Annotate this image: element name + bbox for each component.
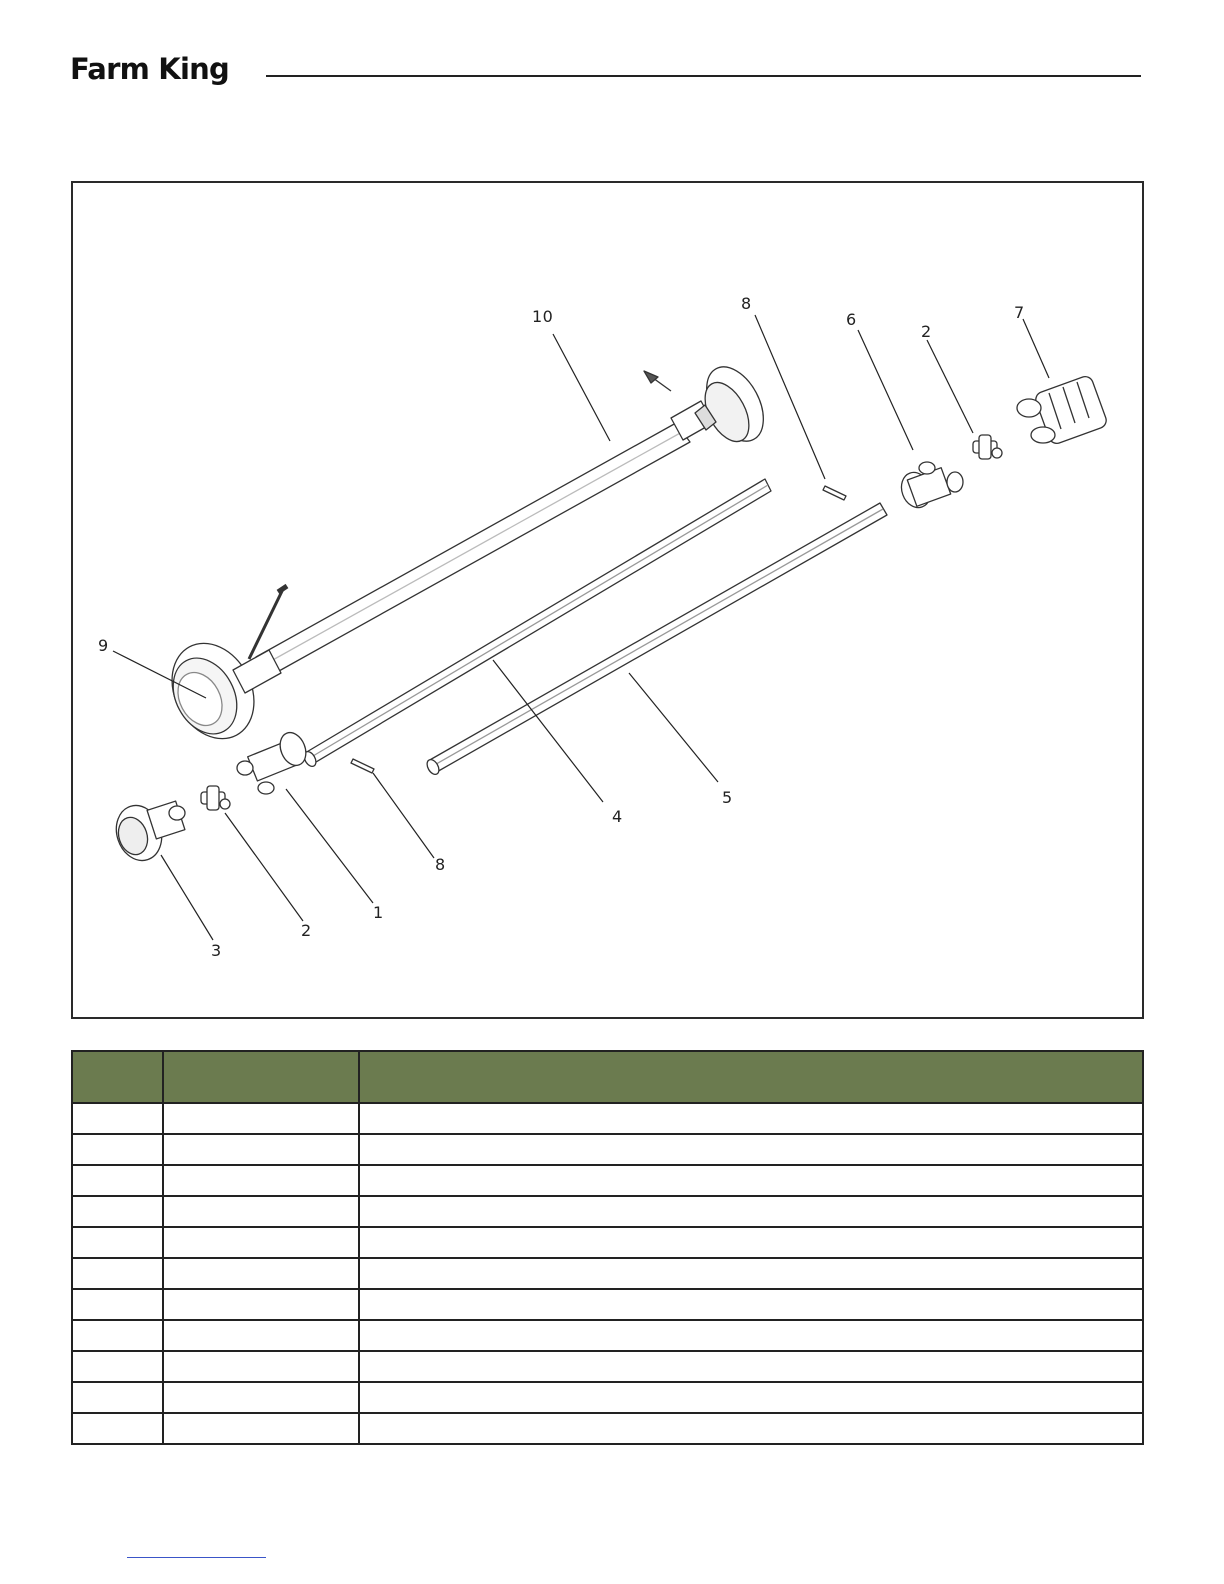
table-cell xyxy=(72,1165,163,1196)
column-header-ref xyxy=(72,1051,163,1103)
table-cell xyxy=(163,1165,359,1196)
table-cell xyxy=(72,1382,163,1413)
table-cell xyxy=(163,1289,359,1320)
callout-2-upper: 2 xyxy=(921,322,932,341)
table-cell xyxy=(163,1413,359,1444)
table-cell xyxy=(72,1134,163,1165)
table-cell xyxy=(72,1227,163,1258)
table-header-row xyxy=(72,1051,1143,1103)
table-row xyxy=(72,1227,1143,1258)
table-cell xyxy=(359,1196,1143,1227)
callout-7: 7 xyxy=(1014,303,1025,322)
table-cell xyxy=(72,1351,163,1382)
part-2-cross-upper xyxy=(973,435,1002,459)
column-header-description xyxy=(359,1051,1143,1103)
table-row xyxy=(72,1196,1143,1227)
callout-1: 1 xyxy=(373,903,384,922)
table-row xyxy=(72,1413,1143,1444)
callout-9: 9 xyxy=(98,636,109,655)
part-7-clutch-yoke xyxy=(1017,374,1108,445)
callout-3: 3 xyxy=(211,941,222,960)
table-cell xyxy=(163,1227,359,1258)
table-cell xyxy=(359,1320,1143,1351)
header-rule xyxy=(266,75,1141,77)
table-row xyxy=(72,1320,1143,1351)
table-row xyxy=(72,1351,1143,1382)
table-cell xyxy=(72,1289,163,1320)
table-row xyxy=(72,1134,1143,1165)
table-cell xyxy=(359,1289,1143,1320)
table-cell xyxy=(359,1103,1143,1134)
table-cell xyxy=(163,1382,359,1413)
table-cell xyxy=(359,1227,1143,1258)
table-cell xyxy=(163,1196,359,1227)
table-cell xyxy=(163,1103,359,1134)
callout-5: 5 xyxy=(722,788,733,807)
table-cell xyxy=(163,1134,359,1165)
exploded-diagram xyxy=(71,181,1144,1019)
footer-link[interactable] xyxy=(127,1557,266,1558)
part-10-guard-assembly xyxy=(156,357,775,753)
callout-2-lower: 2 xyxy=(301,921,312,940)
table-row xyxy=(72,1165,1143,1196)
table-cell xyxy=(163,1320,359,1351)
part-6-inner-yoke xyxy=(897,462,963,512)
table-cell xyxy=(72,1196,163,1227)
table-cell xyxy=(359,1413,1143,1444)
table-cell xyxy=(72,1413,163,1444)
part-1-outer-yoke xyxy=(237,729,310,794)
table-row xyxy=(72,1382,1143,1413)
table-cell xyxy=(72,1103,163,1134)
callout-10: 10 xyxy=(532,307,554,326)
table-row xyxy=(72,1289,1143,1320)
table-cell xyxy=(163,1351,359,1382)
table-cell xyxy=(163,1258,359,1289)
column-header-part-number xyxy=(163,1051,359,1103)
callout-4: 4 xyxy=(612,807,623,826)
brand-logo: Farm King xyxy=(70,52,229,86)
part-2-cross-lower xyxy=(201,786,230,810)
part-8-roll-pin-lower xyxy=(351,759,374,773)
table-cell xyxy=(72,1258,163,1289)
part-8-roll-pin-upper xyxy=(823,486,846,500)
callout-8-upper: 8 xyxy=(741,294,752,313)
table-cell xyxy=(359,1134,1143,1165)
parts-table xyxy=(71,1050,1144,1445)
table-cell xyxy=(359,1382,1143,1413)
table-row xyxy=(72,1258,1143,1289)
table-cell xyxy=(359,1258,1143,1289)
part-3-tractor-yoke xyxy=(109,800,185,867)
callout-6: 6 xyxy=(846,310,857,329)
table-row xyxy=(72,1103,1143,1134)
callout-8-lower: 8 xyxy=(435,855,446,874)
table-cell xyxy=(359,1165,1143,1196)
table-cell xyxy=(359,1351,1143,1382)
table-cell xyxy=(72,1320,163,1351)
